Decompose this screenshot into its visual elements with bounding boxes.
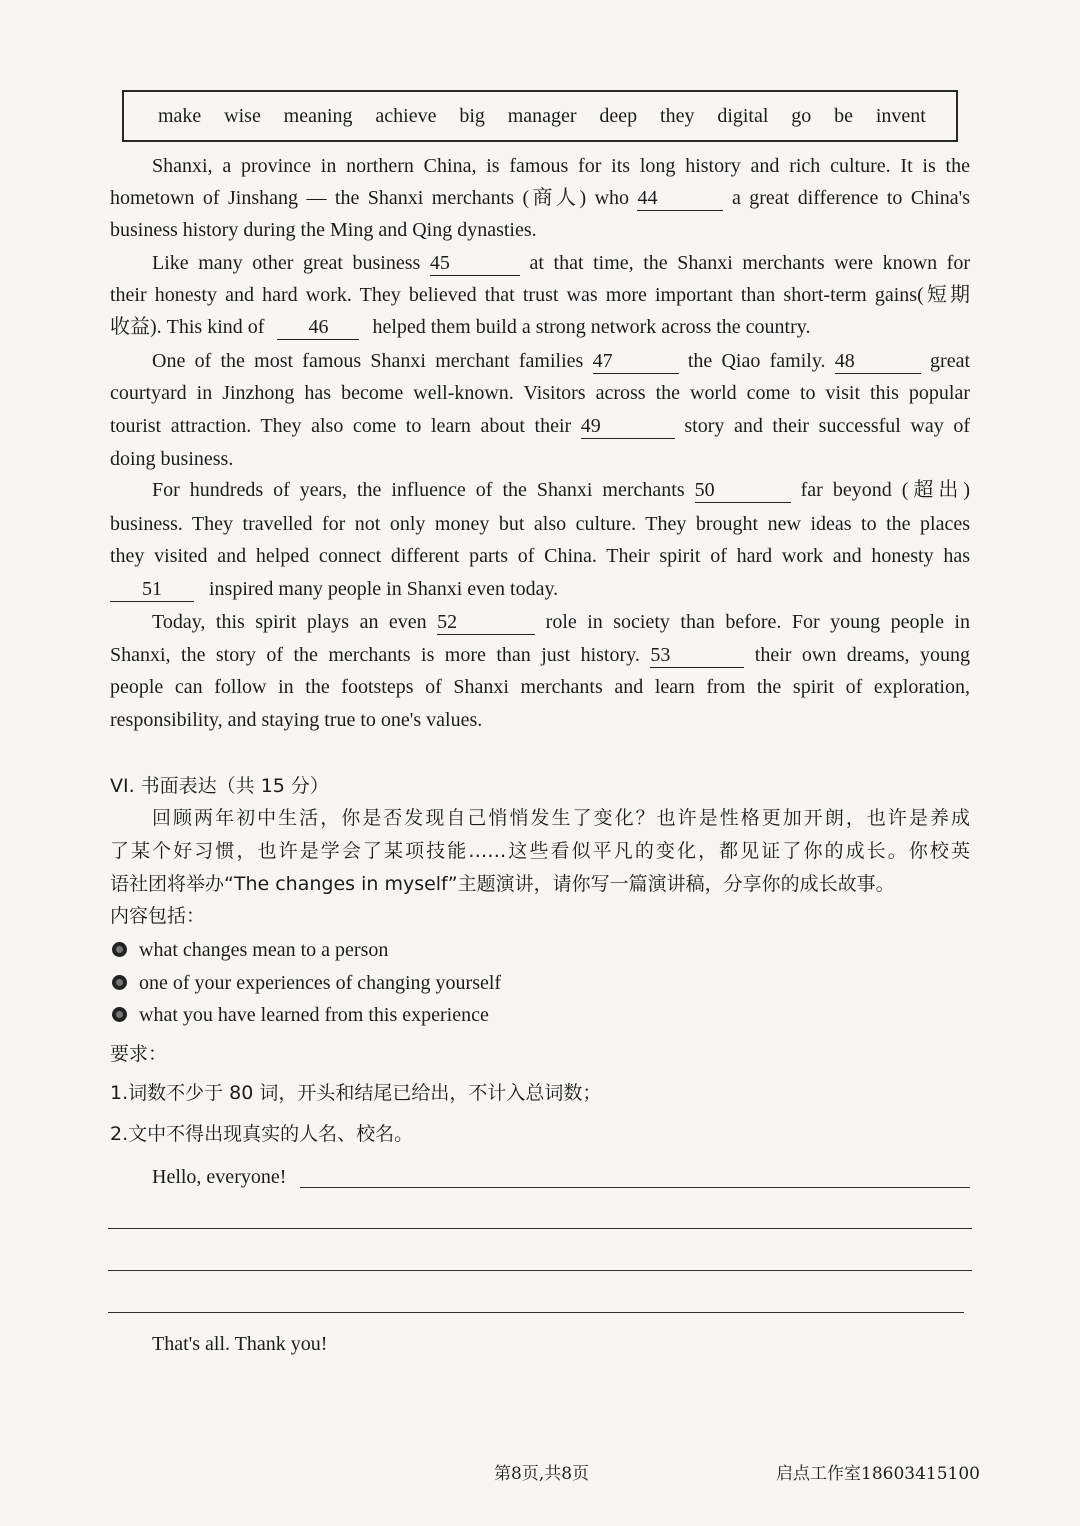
blank-52[interactable]: 52 bbox=[437, 610, 535, 635]
passage-line: Today, this spirit plays an even 52 role in society than before. For young people in bbox=[152, 611, 970, 633]
studio-watermark: 启点工作室18603415100 bbox=[776, 1464, 980, 1484]
word-bank-item: manager bbox=[507, 104, 577, 127]
blank-47[interactable]: 47 bbox=[593, 349, 679, 374]
answer-line[interactable] bbox=[300, 1187, 970, 1188]
passage-line: business. They travelled for not only money but also culture. They brought new ideas to the places bbox=[110, 513, 970, 535]
passage-line: Like many other great business 45 at that time, the Shanxi merchants were known for bbox=[152, 252, 971, 274]
blank-53[interactable]: 53 bbox=[650, 643, 744, 668]
passage-line: 收益). This kind of 46 helped them build a strong network across the country. bbox=[110, 316, 811, 338]
content-bullet: what you have learned from this experience bbox=[112, 999, 972, 1031]
page-number: 第8页,共8页 bbox=[494, 1464, 590, 1484]
word-bank-item: meaning bbox=[283, 104, 353, 127]
passage-line: doing business. bbox=[110, 448, 234, 470]
passage-line: hometown of Jinshang — the Shanxi merchants (商人) who 44 a great difference to China's bbox=[110, 187, 970, 209]
passage-line: courtyard in Jinzhong has become well-known. Visitors across the world come to visit this popular bbox=[110, 382, 970, 404]
word-bank-item: invent bbox=[875, 104, 926, 127]
bullet-icon bbox=[112, 1007, 127, 1022]
answer-line[interactable] bbox=[108, 1312, 964, 1313]
bullet-icon bbox=[112, 942, 127, 957]
blank-48[interactable]: 48 bbox=[835, 349, 921, 374]
word-bank-item: make bbox=[158, 104, 202, 127]
writing-prompt-line: 语社团将举办“The changes in myself”主题演讲，请你写一篇演讲稿，分享你的成长故事。 bbox=[110, 873, 895, 895]
passage-line: Shanxi, a province in northern China, is famous for its long history and rich culture. It is the bbox=[152, 155, 970, 177]
word-bank-item: big bbox=[459, 104, 485, 127]
word-bank-item: wise bbox=[224, 104, 261, 127]
answer-line[interactable] bbox=[108, 1270, 972, 1271]
requirement-item: 1.词数不少于 80 词，开头和结尾已给出，不计入总词数； bbox=[110, 1082, 602, 1104]
requirements-label: 要求： bbox=[110, 1043, 168, 1065]
essay-closing: That's all. Thank you! bbox=[152, 1333, 328, 1355]
answer-line[interactable] bbox=[108, 1228, 972, 1229]
blank-46[interactable]: 46 bbox=[277, 315, 359, 340]
blank-45[interactable]: 45 bbox=[430, 251, 520, 276]
blank-50[interactable]: 50 bbox=[695, 478, 791, 503]
passage-line: One of the most famous Shanxi merchant families 47 the Qiao family. 48 great bbox=[152, 350, 971, 372]
content-label: 内容包括： bbox=[110, 905, 206, 927]
word-bank-box bbox=[122, 90, 958, 142]
word-bank-item: achieve bbox=[375, 104, 437, 127]
passage-line: business history during the Ming and Qing dynasties. bbox=[110, 219, 537, 241]
word-bank-item: deep bbox=[599, 104, 638, 127]
word-bank-item: be bbox=[834, 104, 853, 127]
blank-44[interactable]: 44 bbox=[637, 186, 723, 211]
essay-opening: Hello, everyone! bbox=[152, 1166, 287, 1188]
blank-51[interactable]: 51 bbox=[110, 577, 194, 602]
writing-prompt-line: 回顾两年初中生活，你是否发现自己悄悄发生了变化？也许是性格更加开朗，也许是养成 bbox=[152, 807, 970, 829]
blank-49[interactable]: 49 bbox=[581, 414, 675, 439]
passage-line: people can follow in the footsteps of Shanxi merchants and learn from the spirit of exploration, bbox=[110, 676, 970, 698]
word-bank-item: they bbox=[660, 104, 695, 127]
content-bullet: one of your experiences of changing yourself bbox=[112, 967, 972, 999]
word-bank-item: digital bbox=[717, 104, 769, 127]
passage-line: responsibility, and staying true to one's values. bbox=[110, 709, 483, 731]
passage-line: they visited and helped connect different parts of China. Their spirit of hard work and honesty has bbox=[110, 545, 970, 567]
requirement-item: 2.文中不得出现真实的人名、校名。 bbox=[110, 1123, 414, 1145]
passage-line: 51 inspired many people in Shanxi even today. bbox=[110, 573, 970, 605]
bullet-icon bbox=[112, 975, 127, 990]
writing-prompt-line: 了某个好习惯，也许是学会了某项技能……这些看似平凡的变化，都见证了你的成长。你校英 bbox=[110, 840, 970, 862]
word-bank-item: go bbox=[791, 104, 812, 127]
passage-line: their honesty and hard work. They believed that trust was more important than short-term gains(短期 bbox=[110, 284, 970, 306]
passage-line: Shanxi, the story of the merchants is more than just history. 53 their own dreams, young bbox=[110, 644, 971, 666]
passage-line: For hundreds of years, the influence of the Shanxi merchants 50 far beyond (超出) bbox=[152, 479, 971, 501]
passage-line: tourist attraction. They also come to learn about their 49 story and their successful way of bbox=[110, 415, 971, 437]
section-heading: VI. 书面表达（共 15 分） bbox=[110, 775, 329, 797]
content-bullet: what changes mean to a person bbox=[112, 934, 972, 966]
